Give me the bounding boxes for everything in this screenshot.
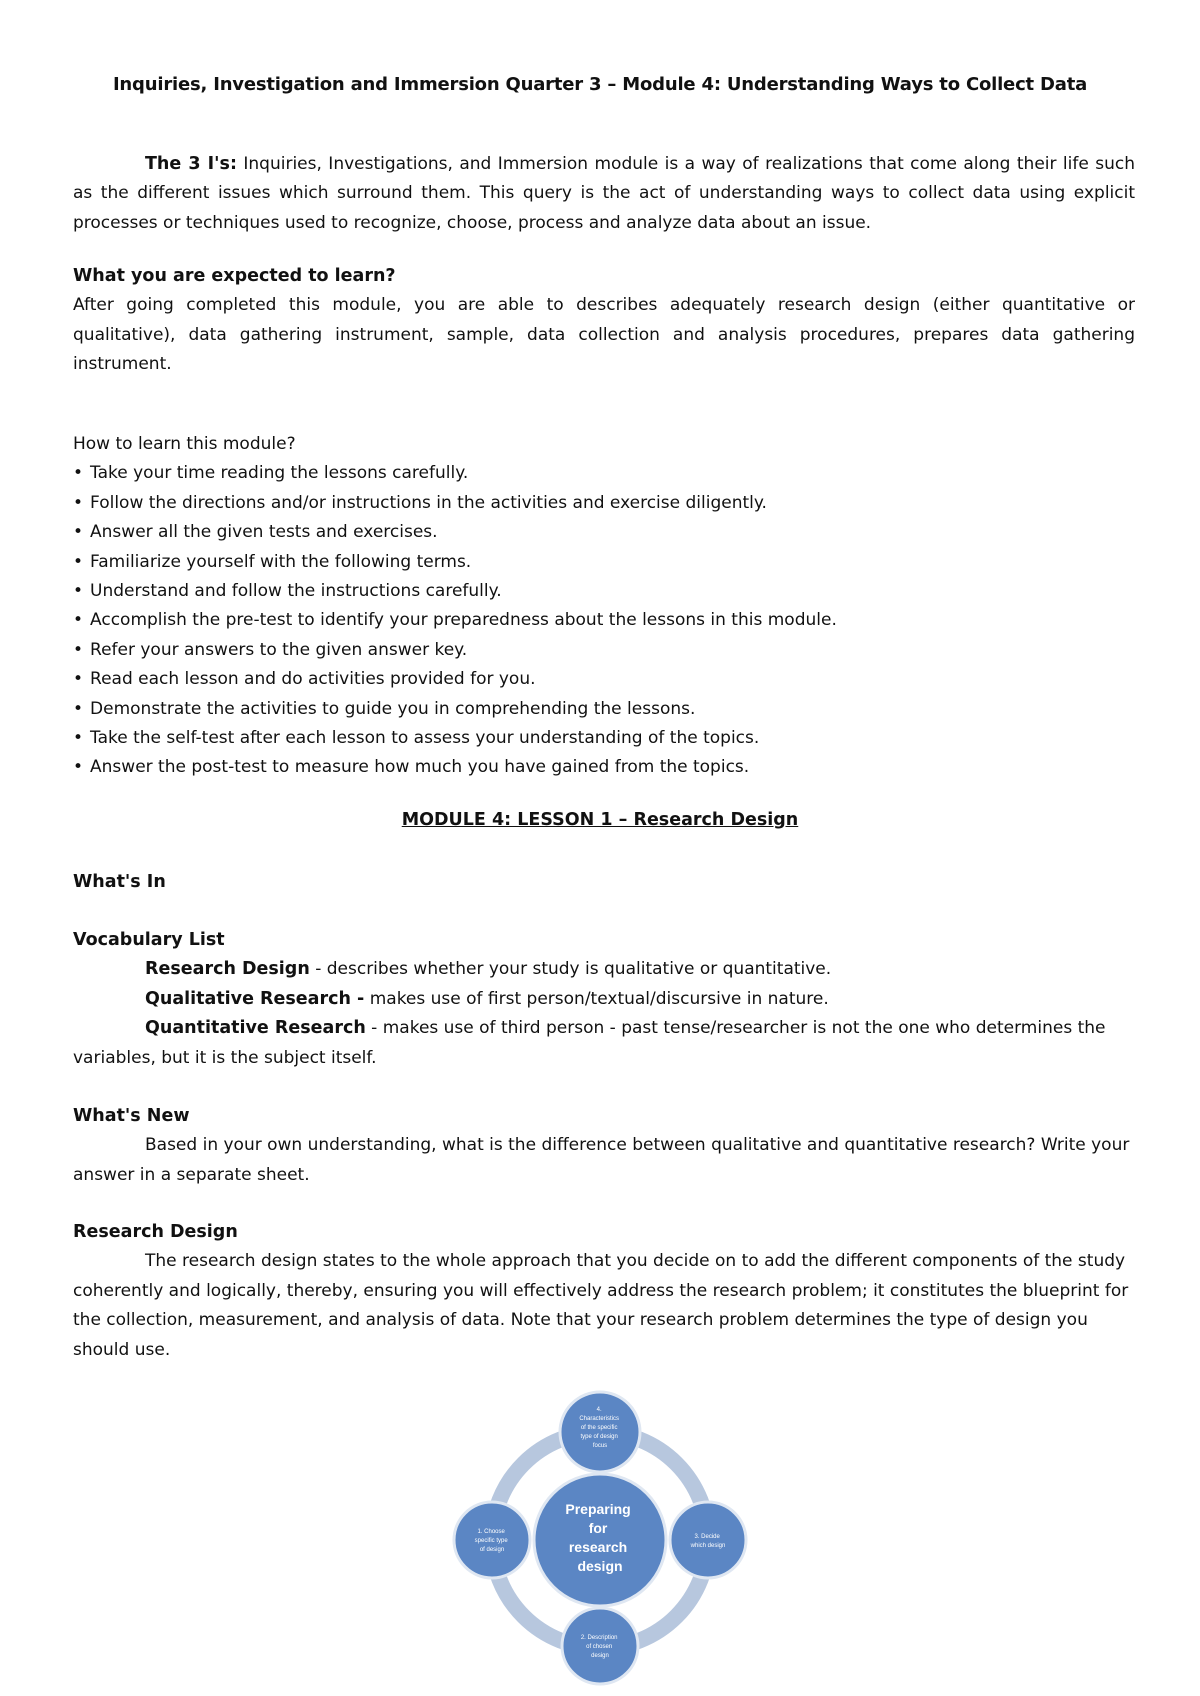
- intro-lead: The 3 I's:: [145, 154, 237, 174]
- diagram-node-right: [670, 1502, 746, 1578]
- right-node-circle: [670, 1502, 746, 1578]
- intro-text: Inquiries, Investigations, and Immersion module is a way of realizations that come along their life such as the different issues which surround them. This query is the act of understanding ways to collect data using explicit processes or techniques used to recognize, choose, process and analyze data about an issue.: [73, 154, 1135, 233]
- expected-heading: What you are expected to learn?: [73, 266, 396, 286]
- research-design-heading: Research Design: [73, 1222, 238, 1242]
- bottom-label: 2. Description: [580, 1635, 618, 1641]
- list-item: • Take your time reading the lessons carefully.: [73, 459, 1135, 488]
- list-item: • Demonstrate the activities to guide you in comprehending the lessons.: [73, 695, 1135, 724]
- expected-section: [73, 262, 1135, 380]
- top-label: focus: [592, 1443, 608, 1449]
- vocab-def: makes use of first person/textual/discursive in nature.: [364, 988, 829, 1009]
- intro-paragraph: [73, 150, 1135, 238]
- howto-section: [73, 430, 1135, 783]
- whats-new-section: [73, 1102, 1135, 1190]
- left-label: 1. Choose: [477, 1529, 505, 1535]
- diagram-node-top: [560, 1392, 640, 1472]
- bottom-label: design: [591, 1653, 609, 1659]
- vocab-term: Research Design: [145, 959, 310, 980]
- diagram-node-bottom: [562, 1608, 638, 1684]
- lesson-title: MODULE 4: LESSON 1 – Research Design: [401, 810, 799, 830]
- right-label: 3. Decide: [694, 1534, 720, 1540]
- top-label: Characteristics: [579, 1416, 620, 1422]
- whats-new-text: Based in your own understanding, what is the difference between qualitative and quantitative research? Write your answer in a separate sheet.: [73, 1135, 1130, 1185]
- vocab-section: [73, 926, 1135, 1073]
- whats-in-heading: What's In: [73, 872, 166, 892]
- research-design-section: [73, 1218, 1135, 1365]
- bottom-label: of chosen: [586, 1644, 613, 1650]
- research-design-text: The research design states to the whole approach that you decide on to add the different components of the study coherently and logically, thereby, ensuring you will effectively address the research problem; it constitutes the blueprint for the collection, measurement, and analysis of data. Note that your research problem determines the type of design you should use.: [73, 1251, 1129, 1360]
- svg-text:1. Choose specific typ: [475, 1529, 510, 1553]
- list-item: • Understand and follow the instructions carefully.: [73, 577, 1135, 606]
- top-label: of the specific: [580, 1425, 618, 1431]
- center-label: design: [577, 1558, 623, 1574]
- vocab-heading: Vocabulary List: [73, 930, 225, 950]
- list-item: • Follow the directions and/or instructions in the activities and exercise diligently.: [73, 489, 1135, 518]
- top-label: 4.: [596, 1407, 602, 1413]
- top-node-circle: [560, 1392, 640, 1472]
- diagram-node-center: [534, 1474, 666, 1606]
- whats-new-heading: What's New: [73, 1106, 190, 1126]
- vocab-def: - describes whether your study is qualitative or quantitative.: [309, 959, 832, 980]
- howto-list: [73, 459, 1135, 782]
- left-label: specific type: [474, 1538, 508, 1544]
- list-item: • Familiarize yourself with the following terms.: [73, 548, 1135, 577]
- list-item: • Refer your answers to the given answer key.: [73, 636, 1135, 665]
- center-label: research: [568, 1539, 628, 1555]
- list-item: • Accomplish the pre-test to identify your preparedness about the lessons in this module.: [73, 606, 1135, 635]
- vocab-def: - makes use of third person - past tense/researcher is not the one who determines the variables, but it is the subject itself.: [73, 1018, 1106, 1068]
- center-label: Preparing: [565, 1501, 631, 1517]
- top-label: type of design: [580, 1434, 618, 1440]
- right-label: which design: [690, 1543, 726, 1549]
- vocab-item: [73, 1014, 1135, 1073]
- diagram-node-left: [454, 1502, 530, 1578]
- vocab-term: Quantitative Research: [145, 1018, 366, 1039]
- howto-heading: How to learn this module?: [73, 434, 296, 454]
- research-design-cycle-diagram: [430, 1390, 770, 1690]
- vocab-item: [73, 985, 1135, 1014]
- vocab-item: [73, 955, 1135, 984]
- center-label: for: [588, 1520, 608, 1536]
- list-item: • Answer all the given tests and exercises.: [73, 518, 1135, 547]
- left-label: of design: [479, 1547, 505, 1553]
- vocab-term: Qualitative Research -: [145, 988, 365, 1009]
- expected-text: After going completed this module, you are able to describes adequately research design (either quantitative or qualitative), data gathering instrument, sample, data collection and analysis procedures, prepares data gathering instrument.: [73, 295, 1135, 375]
- list-item: • Answer the post-test to measure how much you have gained from the topics.: [73, 753, 1135, 782]
- list-item: • Read each lesson and do activities provided for you.: [73, 665, 1135, 694]
- list-item: • Take the self-test after each lesson to assess your understanding of the topics.: [73, 724, 1135, 753]
- document-title: Inquiries, Investigation and Immersion Quarter 3 – Module 4: Understanding Ways to Collect Data: [112, 74, 1088, 95]
